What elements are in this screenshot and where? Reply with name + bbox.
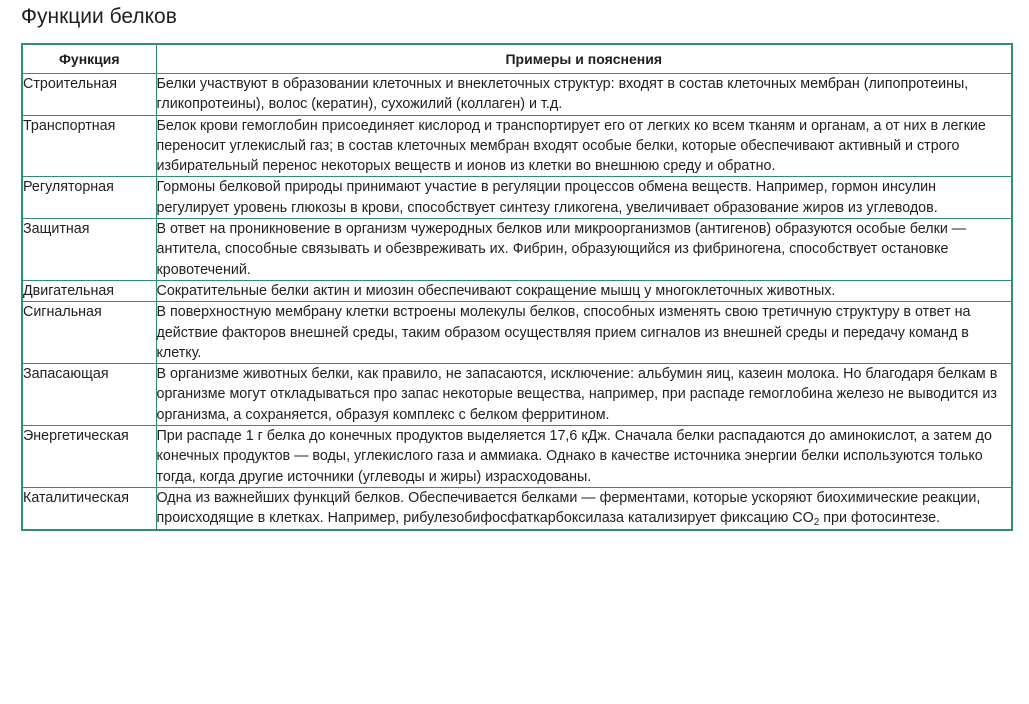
column-header-function: Функция xyxy=(22,44,156,74)
function-description-cell: В организме животных белки, как правило, не запасаются, исключение: альбумин яиц, казеин молока. Но благодаря белкам в организме могут откладываться про запас некоторые вещества, например, при распаде гемоглобина железо не выводится из организма, а сохраняется, образуя комплекс с белком ферритином. xyxy=(156,364,1012,426)
page-title: Функции белков xyxy=(21,5,177,28)
table-row xyxy=(22,177,1012,219)
table-row xyxy=(22,219,1012,281)
table-row xyxy=(22,302,1012,364)
function-description-cell: Белки участвуют в образовании клеточных и внеклеточных структур: входят в состав клеточных мембран (липопротеины, гликопротеины), волос (кератин), сухожилий (коллаген) и т.д. xyxy=(156,74,1012,116)
function-description-cell: В ответ на проникновение в организм чужеродных белков или микроорганизмов (антигенов) образуются особые белки — антитела, способные связывать и обезвреживать их. Фибрин, образующийся из фибриногена, способствует остановке кровотечений. xyxy=(156,219,1012,281)
table-row xyxy=(22,115,1012,177)
chemical-subscript: 2 xyxy=(813,517,820,529)
protein-functions-table-wrapper xyxy=(21,43,1011,531)
function-name-cell: Каталитическая xyxy=(22,487,156,529)
table-row xyxy=(22,74,1012,116)
function-name-cell: Транспортная xyxy=(22,115,156,177)
function-description-cell xyxy=(156,487,1012,529)
description-text: Одна из важнейших функций белков. Обеспечивается белками — ферментами, которые ускоряют биохимические реакции, происходящие в клетках. Например, рибулезобифосфаткарбоксилаза катализирует фиксацию CO xyxy=(156,489,981,527)
table-row xyxy=(22,426,1012,488)
column-header-examples: Примеры и пояснения xyxy=(156,44,1012,74)
function-description-cell: При распаде 1 г белка до конечных продуктов выделяется 17,6 кДж. Сначала белки распадаются до аминокислот, а затем до конечных продуктов — воды, углекислого газа и аммиака. Однако в качестве источника энергии белки используются только тогда, когда другие источники (углеводы и жиры) израсходованы. xyxy=(156,426,1012,488)
function-name-cell: Запасающая xyxy=(22,364,156,426)
table-header-row xyxy=(22,44,1012,74)
table-row xyxy=(22,280,1012,301)
table-row xyxy=(22,364,1012,426)
function-description-cell: Гормоны белковой природы принимают участие в регуляции процессов обмена веществ. Например, гормон инсулин регулирует уровень глюкозы в крови, способствует синтезу гликогена, увеличивает образование жиров из углеводов. xyxy=(156,177,1012,219)
protein-functions-table xyxy=(21,43,1013,531)
function-name-cell: Сигнальная xyxy=(22,302,156,364)
function-name-cell: Защитная xyxy=(22,219,156,281)
table-row xyxy=(22,487,1012,529)
function-name-cell: Регуляторная xyxy=(22,177,156,219)
function-description-cell: Сократительные белки актин и миозин обеспечивают сокращение мышц у многоклеточных животных. xyxy=(156,280,1012,301)
description-text-end: при фотосинтезе. xyxy=(819,510,941,527)
function-description-cell: В поверхностную мембрану клетки встроены молекулы белков, способных изменять свою третичную структуру в ответ на действие факторов внешней среды, таким образом осуществляя прием сигналов из внешней среды и передачу команд в клетку. xyxy=(156,302,1012,364)
function-name-cell: Энергетическая xyxy=(22,426,156,488)
function-description-cell: Белок крови гемоглобин присоединяет кислород и транспортирует его от легких ко всем тканям и органам, а от них в легкие переносит углекислый газ; в состав клеточных мембран входят особые белки, которые обеспечивают активный и строго избирательный перенос некоторых веществ и ионов из клетки во внешнюю среду и обратно. xyxy=(156,115,1012,177)
function-name-cell: Двигательная xyxy=(22,280,156,301)
function-name-cell: Строительная xyxy=(22,74,156,116)
